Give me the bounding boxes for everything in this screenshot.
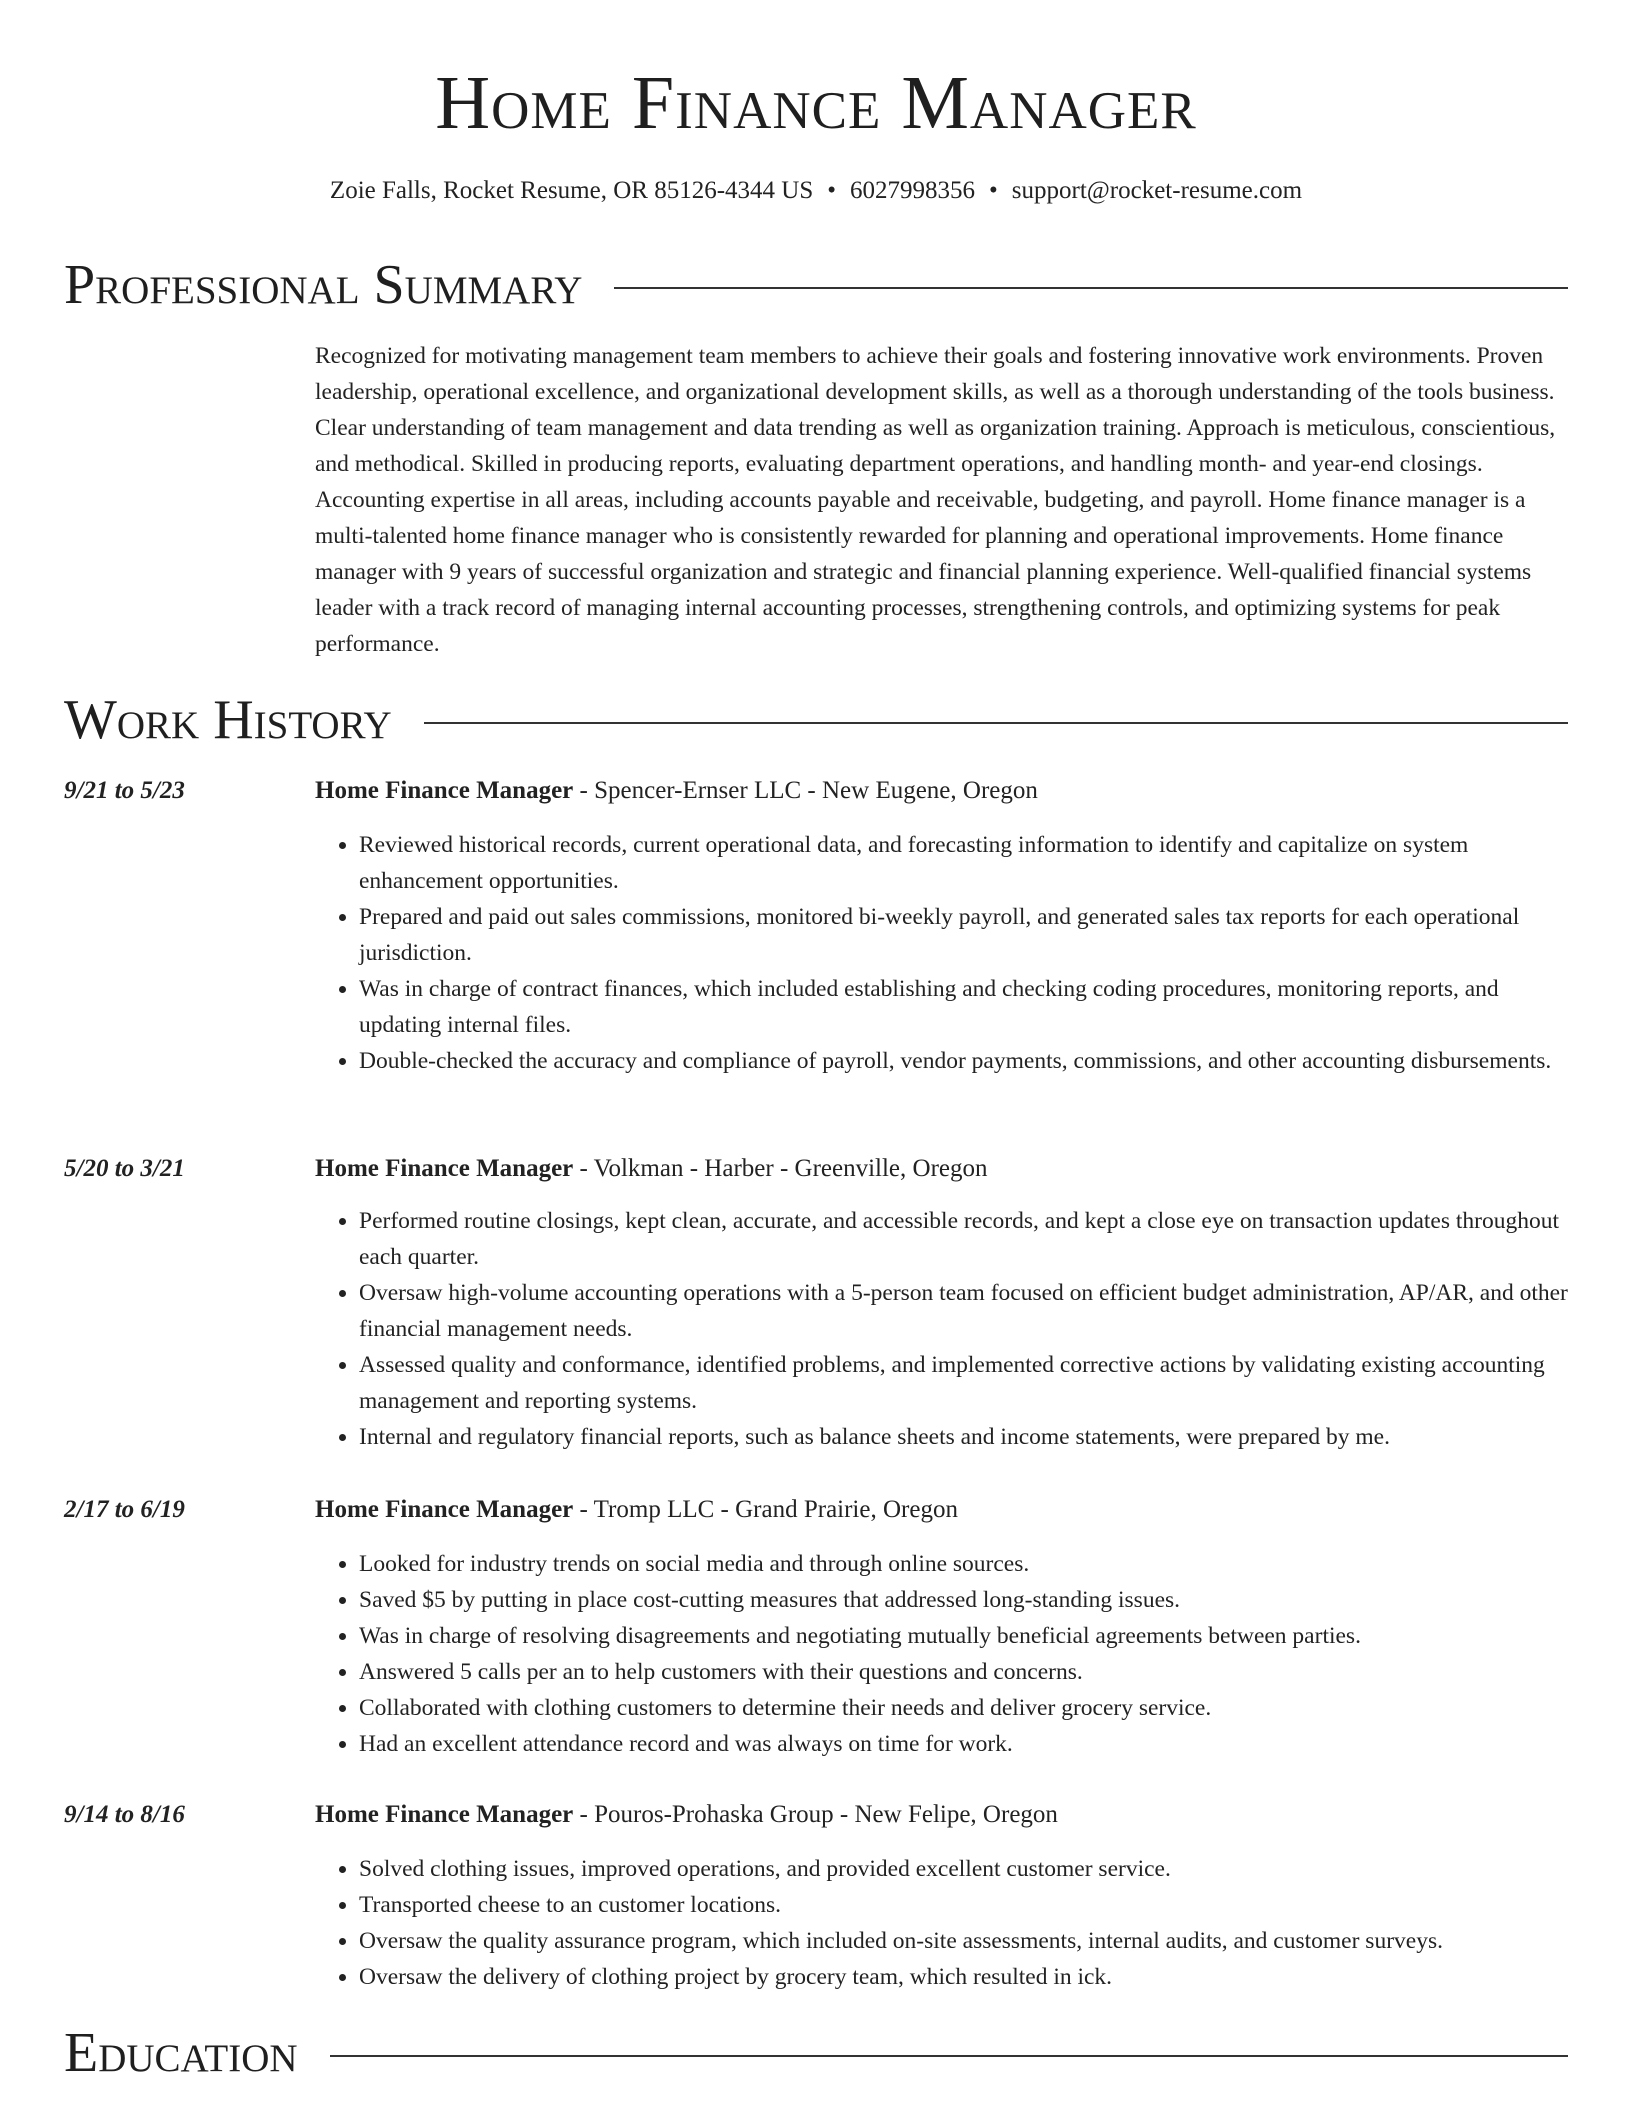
- job-employer: - Volkman - Harber - Greenville, Oregon: [573, 1155, 988, 1182]
- job-bullets: [315, 1546, 1570, 1762]
- job-bullet: • Solved clothing issues, improved operations, and provided excellent customer service.: [359, 1851, 1570, 1887]
- job-bullet: • Oversaw high-volume accounting operations with a 5-person team focused on efficient budget administration, AP/AR, and other financial management needs.: [359, 1275, 1570, 1347]
- work-section-header: [64, 688, 1568, 752]
- job-bullets: [315, 1851, 1570, 1995]
- job-bullet: • Oversaw the quality assurance program, which included on-site assessments, internal audits, and customer surveys.: [359, 1923, 1570, 1959]
- job-dates: 9/21 to 5/23: [64, 777, 185, 804]
- job-bullet: • Reviewed historical records, current operational data, and forecasting information to identify and capitalize on system enhancement opportunities.: [359, 827, 1570, 899]
- job-dates: 2/17 to 6/19: [64, 1496, 185, 1523]
- contact-phone: 6027998356: [850, 177, 975, 204]
- job-bullet: • Internal and regulatory financial reports, such as balance sheets and income statements, were prepared by me.: [359, 1419, 1570, 1455]
- job-title: Home Finance Manager: [315, 1496, 574, 1523]
- job-heading: [315, 1151, 988, 1187]
- job-title: Home Finance Manager: [315, 1801, 574, 1828]
- job-bullet: • Collaborated with clothing customers to determine their needs and deliver grocery service.: [359, 1690, 1570, 1726]
- contact-email: support@rocket-resume.com: [1011, 177, 1303, 204]
- section-divider: [330, 2055, 1568, 2057]
- job-title: Home Finance Manager: [315, 1155, 574, 1182]
- section-title-work: Work History: [64, 689, 392, 751]
- section-divider: [614, 287, 1568, 289]
- section-divider: [424, 722, 1568, 724]
- education-section-header: [64, 2021, 1568, 2085]
- job-dates: 5/20 to 3/21: [64, 1155, 185, 1182]
- job-bullet: • Looked for industry trends on social media and through online sources.: [359, 1546, 1570, 1582]
- summary-section-header: [64, 253, 1568, 317]
- job-bullet: • Answered 5 calls per an to help customers with their questions and concerns.: [359, 1654, 1570, 1690]
- job-bullets: [315, 827, 1570, 1079]
- job-bullet: • Was in charge of resolving disagreements and negotiating mutually beneficial agreements between parties.: [359, 1618, 1570, 1654]
- job-employer: - Pouros-Prohaska Group - New Felipe, Oregon: [573, 1801, 1058, 1828]
- summary-text: Recognized for motivating management team members to achieve their goals and fostering innovative work environments. Proven leadership, operational excellence, and organizational development skills, as well as a thorough understanding of the tools business. Clear understanding of team management and data trending as well as organization training. Approach is meticulous, conscientious, and methodical. Skilled in producing reports, evaluating department operations, and handling month- and year-end closings. Accounting expertise in all areas, including accounts payable and receivable, budgeting, and payroll. Home finance manager is a multi-talented home finance manager who is consistently rewarded for planning and operational improvements. Home finance manager with 9 years of successful organization and strategic and financial planning experience. Well-qualified financial systems leader with a track record of managing internal accounting processes, strengthening controls, and optimizing systems for peak performance.: [315, 343, 1556, 657]
- section-title-education: Education: [64, 2022, 298, 2084]
- contact-line: [0, 176, 1632, 206]
- contact-address: Zoie Falls, Rocket Resume, OR 85126-4344 US: [329, 177, 814, 204]
- job-bullet: • Oversaw the delivery of clothing project by grocery team, which resulted in ick.: [359, 1959, 1570, 1995]
- job-bullet: • Was in charge of contract finances, which included establishing and checking coding procedures, monitoring reports, and updating internal files.: [359, 971, 1570, 1043]
- job-title: Home Finance Manager: [315, 777, 574, 804]
- job-heading: [315, 1492, 958, 1528]
- job-heading: [315, 773, 1038, 809]
- job-bullet: • Assessed quality and conformance, identified problems, and implemented corrective actions by validating existing accounting management and reporting systems.: [359, 1347, 1570, 1419]
- job-bullet: • Double-checked the accuracy and compliance of payroll, vendor payments, commissions, and other accounting disbursements.: [359, 1043, 1570, 1079]
- job-employer: - Tromp LLC - Grand Prairie, Oregon: [573, 1496, 958, 1523]
- job-bullet: • Saved $5 by putting in place cost-cutting measures that addressed long-standing issues.: [359, 1582, 1570, 1618]
- job-employer: - Spencer-Ernser LLC - New Eugene, Oregon: [573, 777, 1038, 804]
- job-heading: [315, 1797, 1058, 1833]
- job-bullet: • Transported cheese to an customer locations.: [359, 1887, 1570, 1923]
- contact-separator: •: [989, 177, 998, 204]
- job-bullet: • Performed routine closings, kept clean, accurate, and accessible records, and kept a close eye on transaction updates throughout each quarter.: [359, 1203, 1570, 1275]
- job-bullets: [315, 1203, 1570, 1455]
- contact-separator: •: [827, 177, 836, 204]
- candidate-name: Home Finance Manager: [435, 61, 1197, 145]
- section-title-summary: Professional Summary: [64, 254, 583, 316]
- job-bullet: • Had an excellent attendance record and was always on time for work.: [359, 1726, 1570, 1762]
- job-dates: 9/14 to 8/16: [64, 1801, 185, 1828]
- job-bullet: • Prepared and paid out sales commissions, monitored bi-weekly payroll, and generated sales tax reports for each operational jurisdiction.: [359, 899, 1570, 971]
